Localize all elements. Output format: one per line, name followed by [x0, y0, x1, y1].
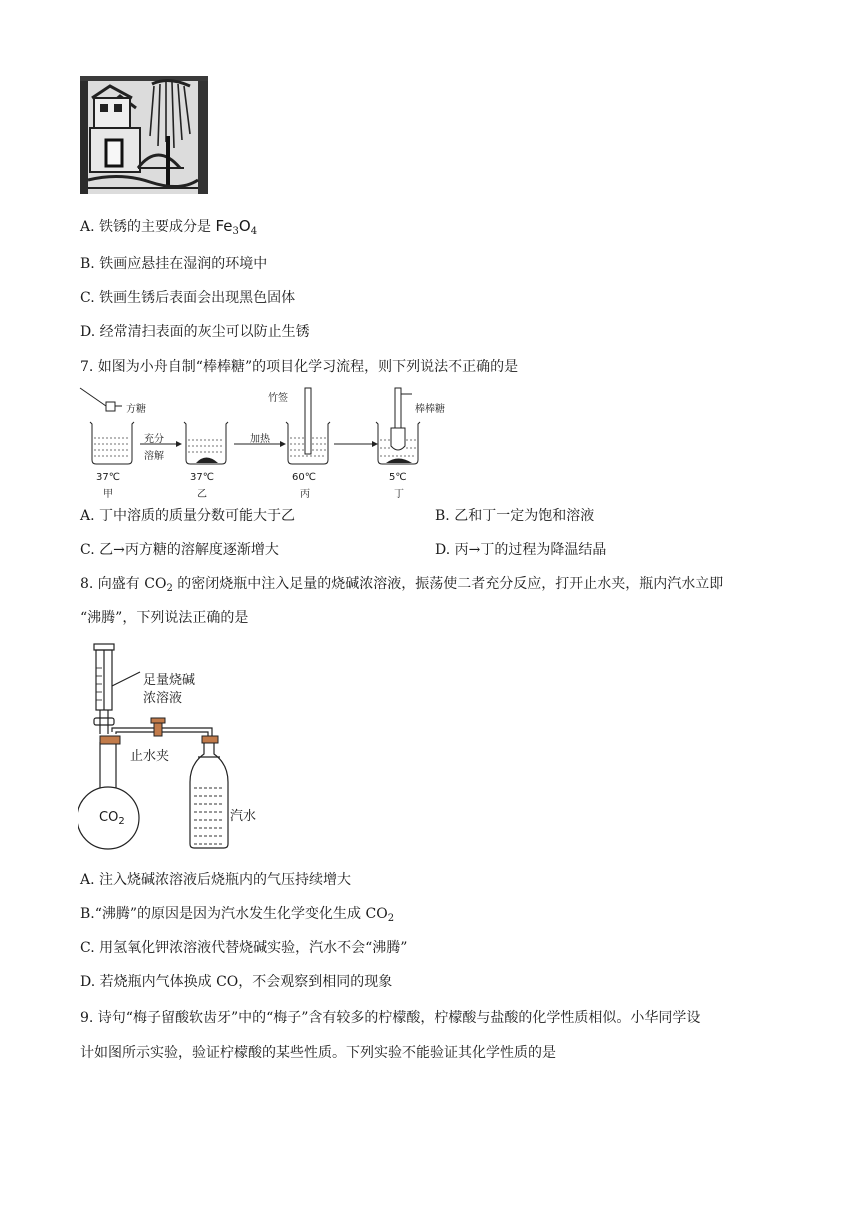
q7-option-d: D. 丙→丁的过程为降温结晶 [435, 542, 607, 558]
beaker-yi-temp: 37℃ [190, 472, 214, 483]
sugar-cube [106, 402, 115, 411]
q8-option-c: C. 用氢氧化钾浓溶液代替烧碱实验，汽水不会“沸腾” [80, 940, 408, 956]
q8-option-a: A. 注入烧碱浓溶液后烧瓶内的气压持续增大 [80, 872, 352, 888]
beaker-bing-temp: 60℃ [292, 472, 316, 483]
bottle-stopper [202, 736, 218, 743]
label-bamboo-stick: 竹签 [268, 393, 288, 404]
label-arrow1-top: 充分 [144, 434, 164, 445]
label-soda: 汽水 [230, 809, 257, 824]
q6-option-d: D. 经常清扫表面的灰尘可以防止生锈 [80, 324, 310, 340]
q8-stem-line2: “沸腾”，下列说法正确的是 [80, 610, 249, 626]
tongs-line [80, 388, 106, 406]
iron-painting-photo [80, 76, 208, 194]
flask-stopper [100, 736, 120, 744]
label-co: CO [99, 810, 119, 825]
label-naoh-1: 足量烧碱 [143, 673, 196, 688]
beaker-bing-name: 丙 [300, 489, 310, 500]
label-arrow2: 加热 [250, 434, 270, 445]
beaker-jia [90, 422, 134, 464]
q7-option-a: A. 丁中溶质的质量分数可能大于乙 [80, 508, 296, 524]
q6-option-b: B. 铁画应悬挂在湿润的环境中 [80, 256, 268, 272]
lollipop-stick [395, 388, 401, 428]
formula-fe: Fe [215, 217, 233, 235]
beaker-ding-temp: 5℃ [389, 472, 407, 483]
q7-stem: 7. 如图为小舟自制“棒棒糖”的项目化学习流程，则下列说法不正确的是 [80, 359, 519, 375]
label-lollipop: 棒棒糖 [415, 404, 445, 415]
soda-bottle [190, 740, 228, 848]
sugar-pile-ding [386, 459, 412, 464]
water-clamp [151, 718, 165, 736]
q9-stem-line1: 9. 诗句“梅子留酸软齿牙”中的“梅子”含有较多的柠檬酸，柠檬酸与盐酸的化学性质相似。小华同学设 [80, 1010, 701, 1026]
formula-sub: 3 [232, 226, 239, 237]
q8-option-b [80, 904, 394, 929]
formula-o: O [238, 217, 251, 235]
q6-option-a [80, 216, 257, 242]
q6-option-c: C. 铁画生锈后表面会出现黑色固体 [80, 290, 296, 306]
q8-stem-line1 [80, 574, 723, 599]
beaker-jia-temp: 37℃ [96, 472, 120, 483]
q8-stem-text: 的密闭烧瓶中注入足量的烧碱浓溶液，振荡使二者充分反应，打开止水夹，瓶内汽水立即 [172, 576, 724, 592]
label-arrow1-bottom: 溶解 [144, 451, 164, 462]
formula-sub: 2 [387, 913, 395, 924]
q7-option-b: B. 乙和丁一定为饱和溶液 [435, 508, 595, 524]
beaker-bing [286, 422, 330, 464]
q8-stem-text: 8. 向盛有 CO [80, 576, 167, 592]
syringe-plunger-top [94, 644, 114, 650]
q7-option-c: C. 乙→丙方糖的溶解度逐渐增大 [80, 542, 279, 558]
beaker-yi-name: 乙 [197, 489, 207, 500]
label-sugar: 方糖 [126, 404, 146, 415]
stopcock [94, 718, 114, 725]
sugar-pile-yi [196, 458, 218, 464]
q8-option-d: D. 若烧瓶内气体换成 CO，不会观察到相同的现象 [80, 974, 393, 990]
q8-option-b-text: B.“沸腾”的原因是因为汽水发生化学变化生成 CO [80, 906, 388, 922]
label-naoh-2: 浓溶液 [143, 691, 183, 706]
formula-sub: 2 [166, 583, 173, 594]
label-water-clamp: 止水夹 [130, 749, 170, 764]
beaker-jia-name: 甲 [103, 489, 113, 500]
formula-sub: 2 [118, 816, 125, 827]
formula-sub: 4 [250, 226, 258, 237]
beaker-ding-name: 丁 [394, 489, 404, 500]
q9-stem-line2: 计如图所示实验，验证柠檬酸的某些性质。下列实验不能验证其化学性质的是 [80, 1045, 556, 1061]
label-flask-co2 [99, 810, 125, 827]
lollipop-candy [391, 428, 405, 450]
q6-option-a-text: A. 铁锈的主要成分是 [80, 219, 216, 235]
bamboo-stick [305, 388, 311, 454]
